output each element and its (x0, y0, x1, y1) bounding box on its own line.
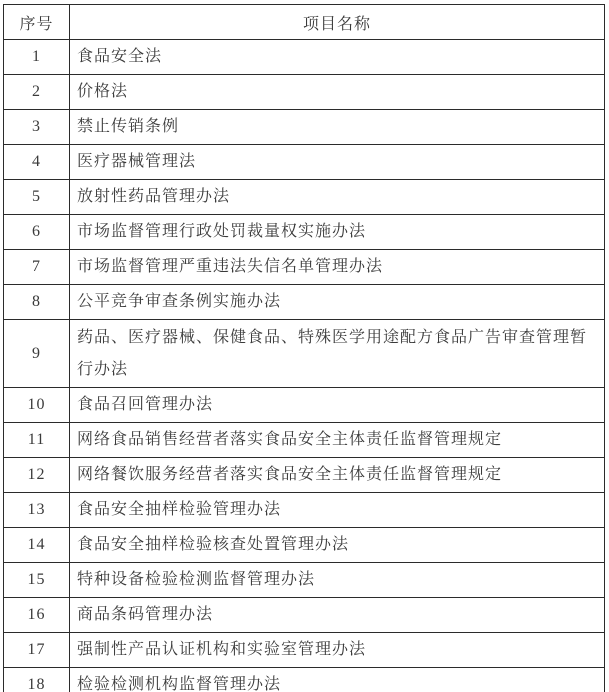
row-number-cell: 2 (4, 75, 70, 110)
row-name-cell: 药品、医疗器械、保健食品、特殊医学用途配方食品广告审查管理暂行办法 (70, 320, 605, 388)
row-name-cell: 公平竞争审查条例实施办法 (70, 285, 605, 320)
table-row (4, 40, 605, 75)
row-number-cell: 4 (4, 145, 70, 180)
table-header-row (4, 5, 605, 40)
row-number-cell: 7 (4, 250, 70, 285)
row-number-cell: 6 (4, 215, 70, 250)
row-number-cell: 10 (4, 388, 70, 423)
table-row (4, 388, 605, 423)
table-row (4, 493, 605, 528)
row-number-cell: 12 (4, 458, 70, 493)
table-row (4, 320, 605, 388)
table-row (4, 528, 605, 563)
row-name-cell: 网络食品销售经营者落实食品安全主体责任监督管理规定 (70, 423, 605, 458)
table-row (4, 598, 605, 633)
row-number-cell: 17 (4, 633, 70, 668)
row-number-cell: 11 (4, 423, 70, 458)
table-row (4, 633, 605, 668)
row-name-cell: 食品安全法 (70, 40, 605, 75)
regulations-table (3, 4, 605, 692)
column-header-name: 项目名称 (70, 5, 605, 40)
row-name-cell: 商品条码管理办法 (70, 598, 605, 633)
row-name-cell: 检验检测机构监督管理办法 (70, 668, 605, 692)
row-name-cell: 价格法 (70, 75, 605, 110)
row-number-cell: 5 (4, 180, 70, 215)
row-name-cell: 网络餐饮服务经营者落实食品安全主体责任监督管理规定 (70, 458, 605, 493)
row-name-cell: 特种设备检验检测监督管理办法 (70, 563, 605, 598)
table-row (4, 180, 605, 215)
row-name-cell: 禁止传销条例 (70, 110, 605, 145)
row-number-cell: 14 (4, 528, 70, 563)
table-row (4, 285, 605, 320)
row-number-cell: 8 (4, 285, 70, 320)
table-row (4, 250, 605, 285)
table-row (4, 145, 605, 180)
row-name-cell: 医疗器械管理法 (70, 145, 605, 180)
table-row (4, 668, 605, 692)
row-name-cell: 食品安全抽样检验管理办法 (70, 493, 605, 528)
table-row (4, 563, 605, 598)
row-number-cell: 1 (4, 40, 70, 75)
table-row (4, 458, 605, 493)
table-row (4, 215, 605, 250)
row-number-cell: 18 (4, 668, 70, 692)
row-name-cell: 市场监督管理行政处罚裁量权实施办法 (70, 215, 605, 250)
row-number-cell: 3 (4, 110, 70, 145)
row-number-cell: 15 (4, 563, 70, 598)
row-name-cell: 市场监督管理严重违法失信名单管理办法 (70, 250, 605, 285)
table-body (4, 40, 605, 692)
table-row (4, 110, 605, 145)
row-name-cell: 食品召回管理办法 (70, 388, 605, 423)
row-number-cell: 16 (4, 598, 70, 633)
row-name-cell: 食品安全抽样检验核查处置管理办法 (70, 528, 605, 563)
row-number-cell: 9 (4, 320, 70, 388)
row-name-cell: 放射性药品管理办法 (70, 180, 605, 215)
column-header-number: 序号 (4, 5, 70, 40)
row-name-cell: 强制性产品认证机构和实验室管理办法 (70, 633, 605, 668)
row-number-cell: 13 (4, 493, 70, 528)
table-row (4, 75, 605, 110)
table-row (4, 423, 605, 458)
